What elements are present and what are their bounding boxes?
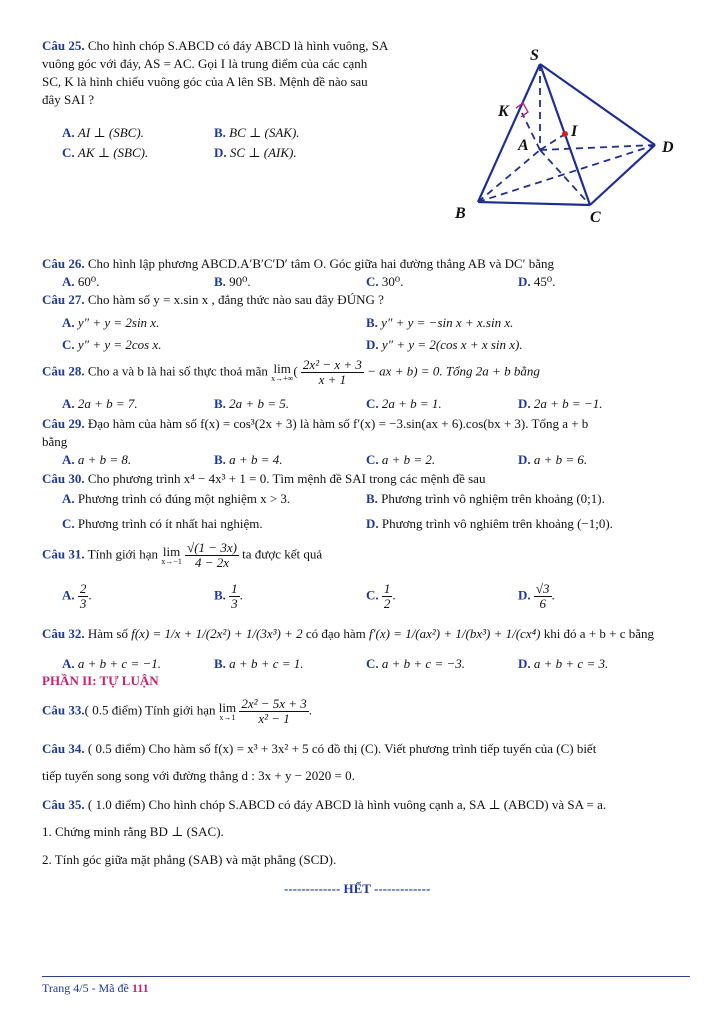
q31-line: Câu 31. Tính giới hạn lim x→−1 $\frac{√(1 - 3x)}{4 - 2x}$ ta được kết quả xyxy=(42,540,323,570)
q25-text4: đây SAI ? xyxy=(42,92,94,107)
q31-opt-c: C. $\frac{1}{2}$ . xyxy=(366,581,396,611)
q31-opt-b: B. $\frac{1}{3}$ . xyxy=(214,581,243,611)
end-mark: ------------- HẾT ------------- xyxy=(284,881,431,896)
edge-ac xyxy=(540,150,590,205)
q26-opt-c: C. 30⁰. xyxy=(366,274,404,289)
q29-opt-c: C. a + b = 2. xyxy=(366,452,436,467)
footer xyxy=(42,981,149,996)
edge-cd xyxy=(590,145,655,205)
q35-part1: 1. Chứng minh rằng BD ⊥ (SAC). xyxy=(42,824,224,839)
q26-line: Câu 26. Cho hình lập phương ABCD.A′B′C′D′ tâm O. Góc giữa hai đường thẳng AB và DC′ bằng xyxy=(42,256,555,271)
q29-text2: bằng xyxy=(42,434,68,449)
pyramid-figure xyxy=(450,40,690,230)
q27-opt-d: D. y″ + y = 2(cos x + x sin x). xyxy=(366,337,523,352)
q29-opt-b: B. a + b = 4. xyxy=(214,452,283,467)
q26-opt-d: D. 45⁰. xyxy=(518,274,556,289)
q25-text1: Cho hình chóp S.ABCD có đáy ABCD là hình vuông, SA xyxy=(87,38,389,53)
label-k: K xyxy=(498,103,509,120)
q34-text2: tiếp tuyến song song với đường thẳng d : 3x + y − 2020 = 0. xyxy=(42,768,355,783)
q30-opt-b: B. Phương trình vô nghiệm trên khoảng (0;1). xyxy=(366,491,605,506)
edge-bc xyxy=(478,202,590,205)
q31-opt-d: D. $\frac{√3}{6}$ . xyxy=(518,581,555,611)
q28-opt-b: B. 2a + b = 5. xyxy=(214,396,289,411)
q25-opt-b: B. BC ⊥ (SAK). xyxy=(214,125,300,140)
q32-opt-c: C. a + b + c = −3. xyxy=(366,656,466,671)
q31-opt-a: A. $\frac{2}{3}$ . xyxy=(62,581,92,611)
edge-bd xyxy=(478,145,655,202)
q32-opt-b: B. a + b + c = 1. xyxy=(214,656,304,671)
q34-line1: Câu 34. ( 0.5 điểm) Cho hàm số f(x) = x³ + 3x² + 5 có đồ thị (C). Viết phương trình tiếp tuyến của (C) biết xyxy=(42,741,597,756)
q29-opt-d: D. a + b = 6. xyxy=(518,452,588,467)
edge-ad xyxy=(540,145,655,150)
label-d: D xyxy=(662,139,674,156)
q25-opt-c: C. AK ⊥ (SBC). xyxy=(62,145,149,160)
q28-line: Câu 28. Cho a và b là hai số thực thoả mãn lim x→+∞ ( $\frac{\text{2x² − x + 3}}{x + 1}$ − ax + b) = 0. Tổng 2a + b bằng xyxy=(42,357,540,387)
point-i xyxy=(562,131,568,137)
q32-opt-a: A. a + b + c = −1. xyxy=(62,656,162,671)
q32-opt-d: D. a + b + c = 3. xyxy=(518,656,609,671)
q28-opt-c: C. 2a + b = 1. xyxy=(366,396,442,411)
q28-opt-d: D. 2a + b = −1. xyxy=(518,396,603,411)
q32-line: Câu 32. Hàm số f(x) = 1/x + 1/(2x²) + 1/(3x³) + 2 có đạo hàm f′(x) = 1/(ax²) + 1/(bx³) + 1/(cx⁴) khi đó a + b + c bằng xyxy=(42,626,655,641)
q28-opt-a: A. 2a + b = 7. xyxy=(62,396,138,411)
footer-divider xyxy=(42,976,690,977)
q30-line: Câu 30. Cho phương trình x⁴ − 4x³ + 1 = 0. Tìm mệnh đề SAI trong các mệnh đề sau xyxy=(42,471,486,486)
q29-opt-a: A. a + b = 8. xyxy=(62,452,132,467)
footer-text: Trang 4/5 - Mã đề xyxy=(42,981,129,995)
q26-opt-b: B. 90⁰. xyxy=(214,274,251,289)
q30-opt-c: C. Phương trình có ít nhất hai nghiệm. xyxy=(62,516,263,531)
label-a: A xyxy=(518,137,529,154)
section-heading: PHẦN II: TỰ LUẬN xyxy=(42,673,159,688)
q25-label: Câu 25. xyxy=(42,38,85,53)
edge-ab xyxy=(478,150,540,202)
q26-opt-a: A. 60⁰. xyxy=(62,274,100,289)
q25-text2: vuông góc với đáy, AS = AC. Gọi I là trung điểm của các cạnh xyxy=(42,56,368,71)
label-b: B xyxy=(455,205,466,222)
edge-sb xyxy=(478,64,540,202)
segment-ai xyxy=(540,134,565,150)
q27-opt-a: A. y″ + y = 2sin x. xyxy=(62,315,160,330)
q35-part2: 2. Tính góc giữa mặt phẳng (SAB) và mặt phẳng (SCD). xyxy=(42,852,337,867)
edge-sd xyxy=(540,64,655,145)
q27-opt-c: C. y″ + y = 2cos x. xyxy=(62,337,162,352)
footer-code: 111 xyxy=(131,981,149,995)
q29-line1: Câu 29. Đạo hàm của hàm số f(x) = cos³(2x + 3) là hàm số f′(x) = −3.sin(ax + 6).cos(bx + 3). Tổng a + b xyxy=(42,416,589,431)
q25-opt-a: A. AI ⊥ (SBC). xyxy=(62,125,144,140)
q35-line: Câu 35. ( 1.0 điểm) Cho hình chóp S.ABCD có đáy ABCD là hình vuông cạnh a, SA ⊥ (ABCD) và SA = a. xyxy=(42,797,607,812)
q25-text3: SC, K là hình chiếu vuông góc của A lên SB. Mệnh đề nào sau xyxy=(42,74,368,89)
q25-line1 xyxy=(42,38,388,54)
q30-opt-a: A. Phương trình có đúng một nghiệm x > 3. xyxy=(62,491,291,506)
q27-line: Câu 27. Cho hàm số y = x.sin x , đẳng thức nào sau đây ĐÚNG ? xyxy=(42,292,384,307)
q25-opt-d: D. SC ⊥ (AIK). xyxy=(214,145,297,160)
label-s: S xyxy=(530,47,539,64)
q27-opt-b: B. y″ + y = −sin x + x.sin x. xyxy=(366,315,514,330)
label-c: C xyxy=(590,209,601,226)
q30-opt-d: D. Phương trình vô nghiêm trên khoảng (−1;0). xyxy=(366,516,613,531)
q33-line: Câu 33.( 0.5 điểm) Tính giới hạn lim x→1 $\frac{\text{2x² − 5x + 3}}{\text{x² − 1}}$ . xyxy=(42,696,313,726)
label-i: I xyxy=(571,123,578,140)
